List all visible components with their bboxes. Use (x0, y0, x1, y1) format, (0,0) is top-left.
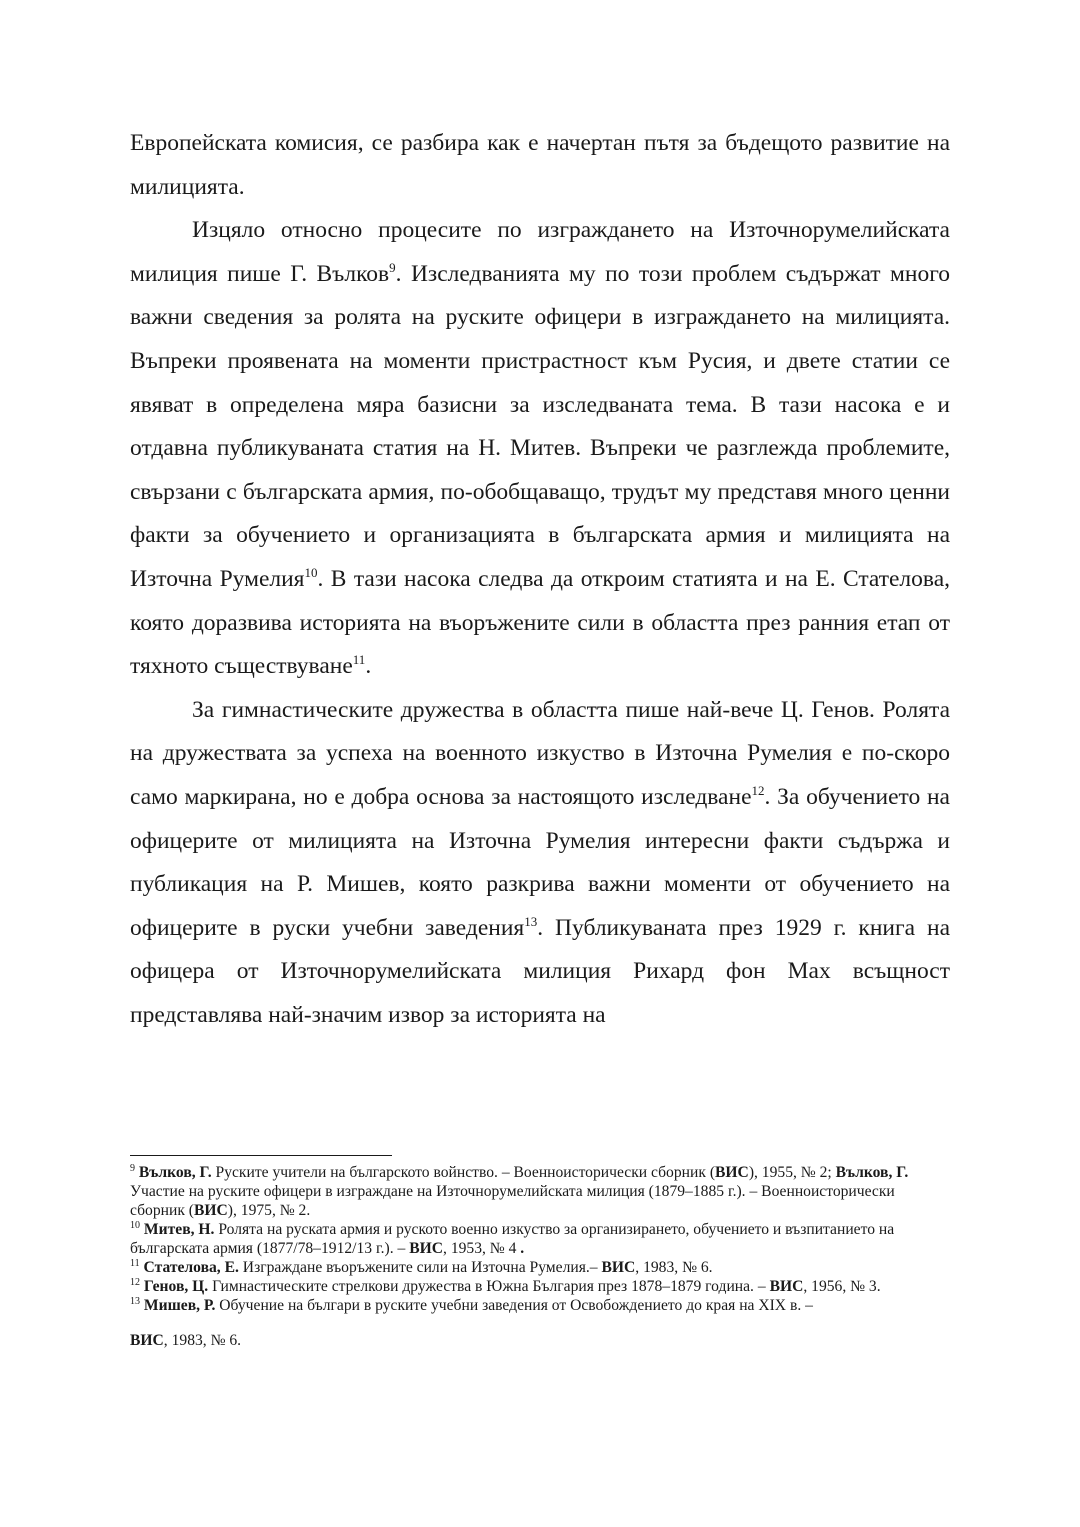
footnote-journal: ВИС (194, 1202, 228, 1219)
footnote-text: Руските учители на българското войнство. – Военноисторически сборник ( (211, 1164, 716, 1181)
footnote-author: Вълков, Г. (138, 1164, 212, 1181)
footnote-ref-9[interactable]: 9 (389, 259, 396, 275)
footnote-journal: ВИС (601, 1259, 636, 1276)
document-page (130, 0, 950, 1527)
footnote-number: 9 (130, 1163, 135, 1174)
footnote-text: Изграждане въоръжените сили на Източна Румелия.– (238, 1259, 602, 1276)
footnote-ref-11[interactable]: 11 (352, 652, 366, 668)
footnote-number: 10 (130, 1220, 140, 1231)
footnote-text: ), 1975, № 2. (227, 1202, 311, 1219)
footnote-number: 11 (130, 1258, 140, 1269)
footnote-9 (130, 1163, 950, 1220)
footnote-text: Участие на руските офицери в изграждане на Източнорумелийската милиция (1879–1885 г.). – Военноисторически сборник ( (130, 1183, 895, 1219)
footnote-number: 12 (130, 1277, 140, 1288)
footnote-text: , 1953, № 4 (443, 1240, 521, 1257)
footnote-text: Ролята на руската армия и руското военно изкуство за организирането, обучението и възпитанието на българската армия (1877/78–1912/13 г.). – (130, 1221, 895, 1257)
footnote-journal: ВИС (715, 1164, 749, 1181)
paragraph-2-text-3: . В тази насока следва да откроим статията и на Е. Стателова, която доразвива историята на въоръжените сили в областта през ранния етап от тяхното съществуване (130, 565, 951, 680)
paragraph-2-text-2: . Изследванията му по този проблем съдържат много важни сведения за ролята на руските офицери в изграждането на милицията. Въпреки проявената на моменти пристрастност към Русия, и двете статии се явяват в определена мяра базисни за изследваната тема. В тази насока е и отдавна публикуваната статия на Н. Митев. Въпреки че разглежда проблемите, свързани с българската армия, по-обобщаващо, трудът му представя много ценни факти за обучението и организацията в българската армия и милицията на Източна Румелия (130, 260, 950, 592)
footnote-13 (130, 1296, 950, 1315)
paragraph-2-text-1: Изцяло относно процесите по изграждането на Източнорумелийската милиция пише Г. Вълков (130, 217, 950, 287)
footnote-13-continued (130, 1331, 950, 1350)
paragraph-3-text-3: . Публикуваната през 1929 г. книга на офицера от Източнорумелийската милиция Рихард фон Мах всъщност представлява най-значим извор за историята на (130, 914, 950, 1028)
footnote-author: Вълков, Г. (835, 1164, 909, 1181)
footnote-author: Мишев, Р. (143, 1297, 216, 1314)
footnote-number: 13 (130, 1296, 140, 1307)
paragraph-3-text-2: . За обучението на офицерите от милицията на Източна Румелия интересни факти съдържа и публикация на Р. Мишев, която разкрива важни моменти от обучението на офицерите в руски учебни заведения (130, 783, 950, 941)
footnote-text: Гимнастическите стрелкови дружества в Южна България през 1878–1879 година. – (208, 1278, 770, 1295)
footnote-text: , 1983, № 6. (163, 1332, 242, 1349)
footnote-11 (130, 1258, 950, 1277)
footnote-author: Митев, Н. (143, 1221, 215, 1238)
footnote-text: , 1983, № 6. (635, 1259, 713, 1276)
footnote-journal: ВИС (769, 1278, 804, 1295)
footnote-author: Стателова, Е. (143, 1259, 239, 1276)
footnote-text: . (520, 1240, 525, 1257)
footnote-text: ), 1955, № 2; (748, 1164, 832, 1181)
footnote-ref-12[interactable]: 12 (751, 782, 765, 798)
paragraph-1 (130, 122, 950, 209)
paragraph-2-text-4: . (365, 653, 372, 680)
paragraph-1-text: Европейската комисия, се разбира как е начертан пътя за бъдещото развитие на милицията. (130, 130, 950, 200)
footnote-separator (130, 1155, 392, 1156)
footnote-journal: ВИС (130, 1332, 164, 1349)
main-text (130, 122, 950, 1037)
footnotes (130, 1163, 950, 1350)
footnote-text: , 1956, № 3. (803, 1278, 881, 1295)
paragraph-3-text-1: За гимнастическите дружества в областта пише най-вече Ц. Генов. Ролята на дружествата за успеха на военното изкуство в Източна Румелия е по-скоро само маркирана, но е добра основа за настоящото изследване (130, 696, 950, 810)
footnote-text: Обучение на българи в руските учебни заведения от Освобождението до края на XIX в. – (215, 1297, 813, 1314)
footnote-10 (130, 1220, 950, 1258)
footnote-author: Генов, Ц. (143, 1278, 209, 1295)
paragraph-2 (130, 209, 950, 689)
paragraph-3 (130, 689, 950, 1038)
footnote-ref-13[interactable]: 13 (524, 913, 538, 929)
footnote-journal: ВИС (409, 1240, 444, 1257)
footnote-ref-10[interactable]: 10 (304, 564, 318, 580)
footnote-12 (130, 1277, 950, 1296)
